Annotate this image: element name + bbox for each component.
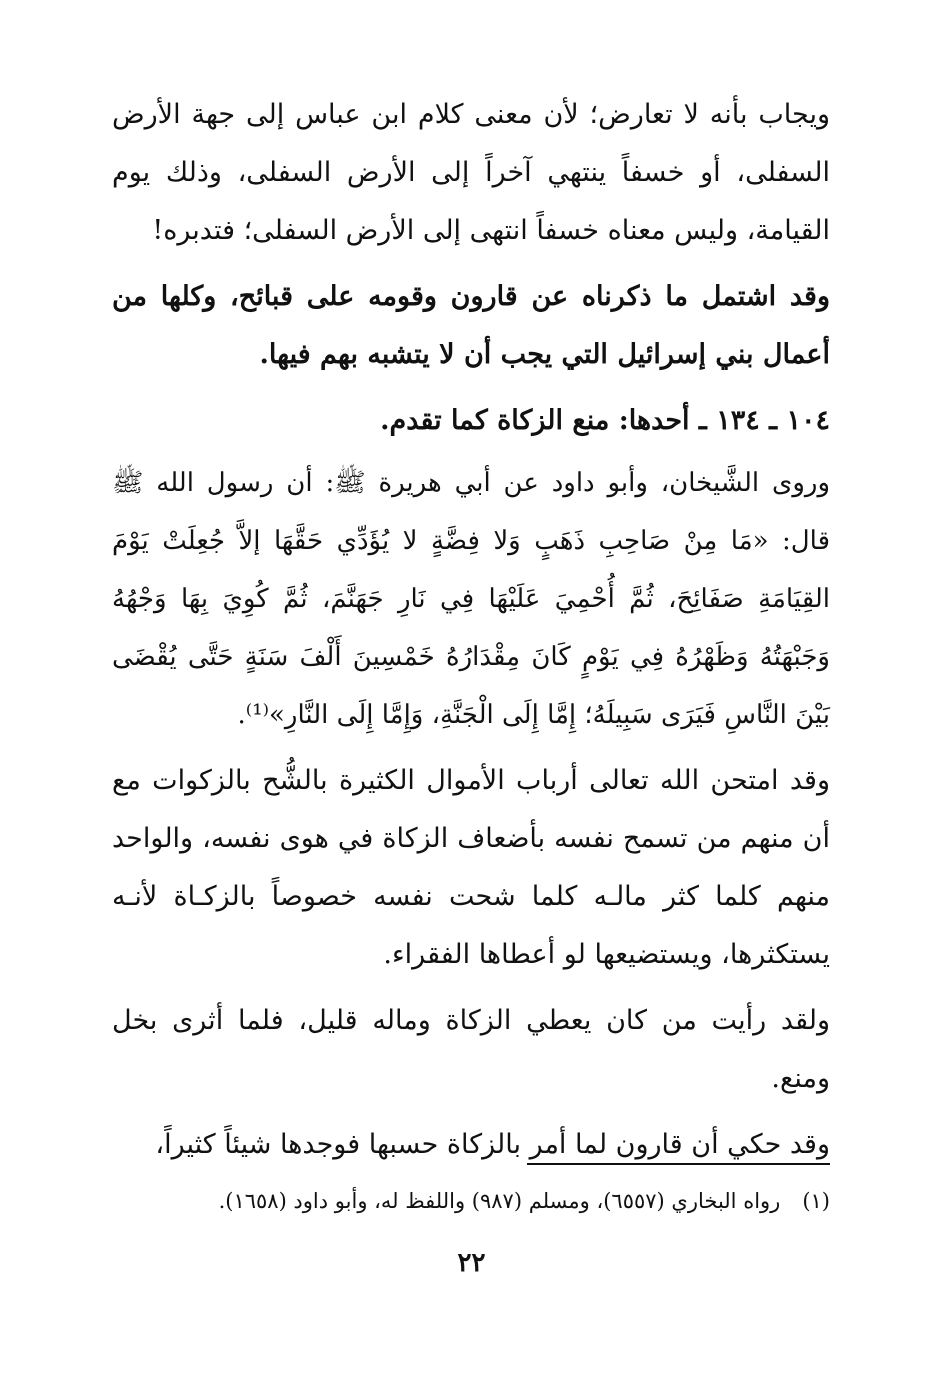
paragraph-answer: ويجاب بأنه لا تعارض؛ لأن معنى كلام ابن عباس إلى جهة الأرض السفلى، أو خسفاً ينتهي آخراً إلى الأرض السفلى، وذلك يوم القيامة، وليس معناه خسفاً انتهى إلى الأرض السفلى؛ فتدبره! <box>112 99 830 246</box>
paragraph-qarun-story: وقد حكي أن قارون لما أمر بالزكاة حسبها فوجدها شيئاً كثيراً، <box>155 1129 830 1160</box>
footnote-marker: (١) <box>802 1189 830 1213</box>
page-number: ٢٢ <box>457 1248 486 1278</box>
paragraph-hadith: وروى الشَّيخان، وأبو داود عن أبي هريرة ﷺ: أن رسول الله ﷺ قال: «مَا مِنْ صَاحِبِ ذَهَبٍ وَلا فِضَّةٍ لا يُؤَدِّي حَقَّهَا إلاَّ جُعِلَتْ يَوْمَ القِيَامَةِ صَفَائِحَ، ثُمَّ أُحْمِيَ عَلَيْهَا فِي نَارِ جَهَنَّمَ، ثُمَّ كُوِيَ بِهَا وَجْهُهُ وَجَبْهَتُهُ وَظَهْرُهُ فِي يَوْمٍ كَانَ مِقْدَارُهُ خَمْسِينَ أَلْفَ سَنَةٍ حَتَّى يُقْضَى بَيْنَ النَّاسِ فَيَرَى سَبِيلَهُ؛ إِمَّا إِلَى الْجَنَّةِ، وَإِمَّا إِلَى النَّارِ»⁽¹⁾. <box>112 468 830 730</box>
footnote-text: رواه البخاري (٦٥٥٧)، ومسلم (٩٨٧) واللفظ له، وأبو داود (١٦٥٨). <box>218 1189 781 1213</box>
paragraph-observation: ولقد رأيت من كان يعطي الزكاة وماله قليل، فلما أثرى بخل ومنع. <box>112 1005 830 1094</box>
paragraph-qarun-vices: وقد اشتمل ما ذكرناه عن قارون وقومه على قبائح، وكلها من أعمال بني إسرائيل التي يجب أن لا يتشبه بهم فيها. <box>112 281 830 370</box>
paragraph-wealth-test: وقد امتحن الله تعالى أرباب الأموال الكثيرة بالشُّح بالزكوات مع أن منهم من تسمح نفسه بأضعاف الزكاة في هوى نفسه، والواحد منهم كلما كثر مالـه كلما شحت نفسه خصوصاً بالزكـاة لأنـه يستكثرها، ويستضيعها لو أعطاها الفقراء. <box>112 765 830 970</box>
footnote <box>112 1183 830 1219</box>
main-text <box>112 86 830 1182</box>
footnote-divider <box>527 1163 830 1165</box>
section-heading: ١٠٤ ـ ١٣٤ ـ أحدها: منع الزكاة كما تقدم. <box>380 405 830 436</box>
